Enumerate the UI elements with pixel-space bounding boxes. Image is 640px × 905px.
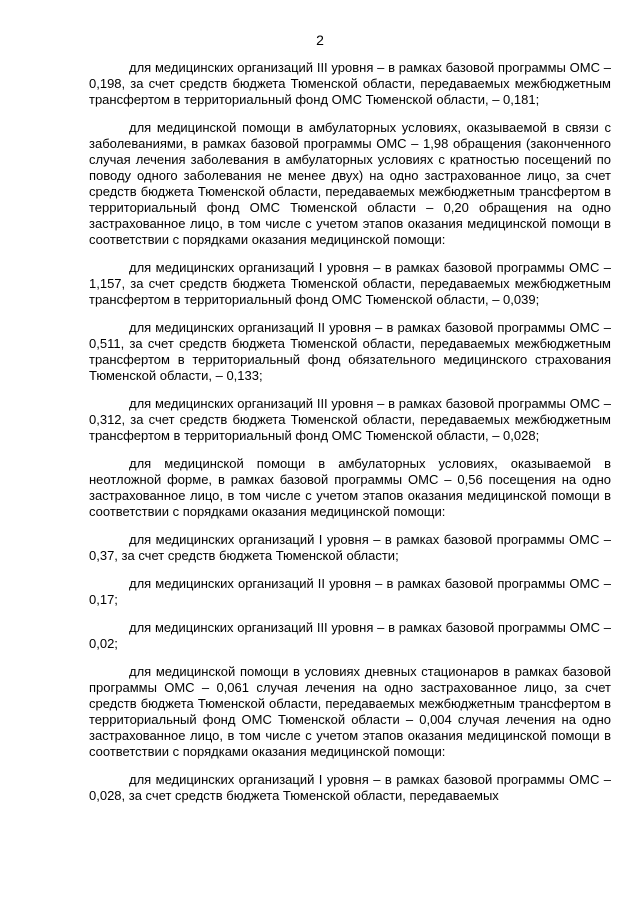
- paragraph-level2-urgent: для медицинских организаций II уровня – в рамках базовой программы ОМС – 0,17;: [89, 576, 611, 607]
- paragraph-level1-urgent: для медицинских организаций I уровня – в рамках базовой программы ОМС – 0,37, за счет средств бюджета Тюменской области;: [89, 532, 611, 563]
- paragraph-level3-outpatient: для медицинских организаций III уровня – в рамках базовой программы ОМС – 0,312, за счет средств бюджета Тюменской области, передаваемых межбюджетным трансфертом в территориальный фонд ОМС Тюменской области, – 0,028;: [89, 396, 611, 443]
- paragraph-level3-dtp-omz: для медицинских организаций III уровня – в рамках базовой программы ОМС – 0,198, за счет средств бюджета Тюменской области, передаваемых межбюджетным трансфертом в территориальный фонд ОМС Тюменской области, – 0,181;: [89, 60, 611, 107]
- paragraph-level1-day-hospital: для медицинских организаций I уровня – в рамках базовой программы ОМС – 0,028, за счет средств бюджета Тюменской области, передаваемых: [89, 772, 611, 803]
- paragraph-level1-outpatient: для медицинских организаций I уровня – в рамках базовой программы ОМС – 1,157, за счет средств бюджета Тюменской области, передаваемых межбюджетным трансфертом в территориальный фонд ОМС Тюменской области, – 0,039;: [89, 260, 611, 307]
- paragraph-level3-urgent: для медицинских организаций III уровня – в рамках базовой программы ОМС – 0,02;: [89, 620, 611, 651]
- paragraph-day-hospital: для медицинской помощи в условиях дневных стационаров в рамках базовой программы ОМС – 0,061 случая лечения на одно застрахованное лицо, за счет средств бюджета Тюменской области, передаваемых межбюджетным трансфертом в территориальный фонд ОМС Тюменской области – 0,004 случая лечения на одно застрахованное лицо, в том числе с учетом этапов оказания медицинской помощи в соответствии с порядками оказания медицинской помощи:: [89, 664, 611, 759]
- paragraph-outpatient-urgent: для медицинской помощи в амбулаторных условиях, оказываемой в неотложной форме, в рамках базовой программы ОМС – 0,56 посещения на одно застрахованное лицо, в том числе с учетом этапов оказания медицинской помощи в соответствии с порядками оказания медицинской помощи:: [89, 456, 611, 519]
- document-body: [89, 60, 611, 816]
- page-number: 2: [316, 32, 324, 48]
- paragraph-level2-outpatient: для медицинских организаций II уровня – в рамках базовой программы ОМС – 0,511, за счет средств бюджета Тюменской области, передаваемых межбюджетным трансфертом в территориальный фонд обязательного медицинского страхования Тюменской области, – 0,133;: [89, 320, 611, 383]
- paragraph-outpatient-disease: для медицинской помощи в амбулаторных условиях, оказываемой в связи с заболеваниями, в рамках базовой программы ОМС – 1,98 обращения (законченного случая лечения заболевания в амбулаторных условиях с кратностью посещений по поводу одного заболевания не менее двух) на одно застрахованное лицо, за счет средств бюджета Тюменской области, передаваемых межбюджетным трансфертом в территориальный фонд ОМС Тюменской области – 0,20 обращения на одно застрахованное лицо, в том числе с учетом этапов оказания медицинской помощи в соответствии с порядками оказания медицинской помощи:: [89, 120, 611, 247]
